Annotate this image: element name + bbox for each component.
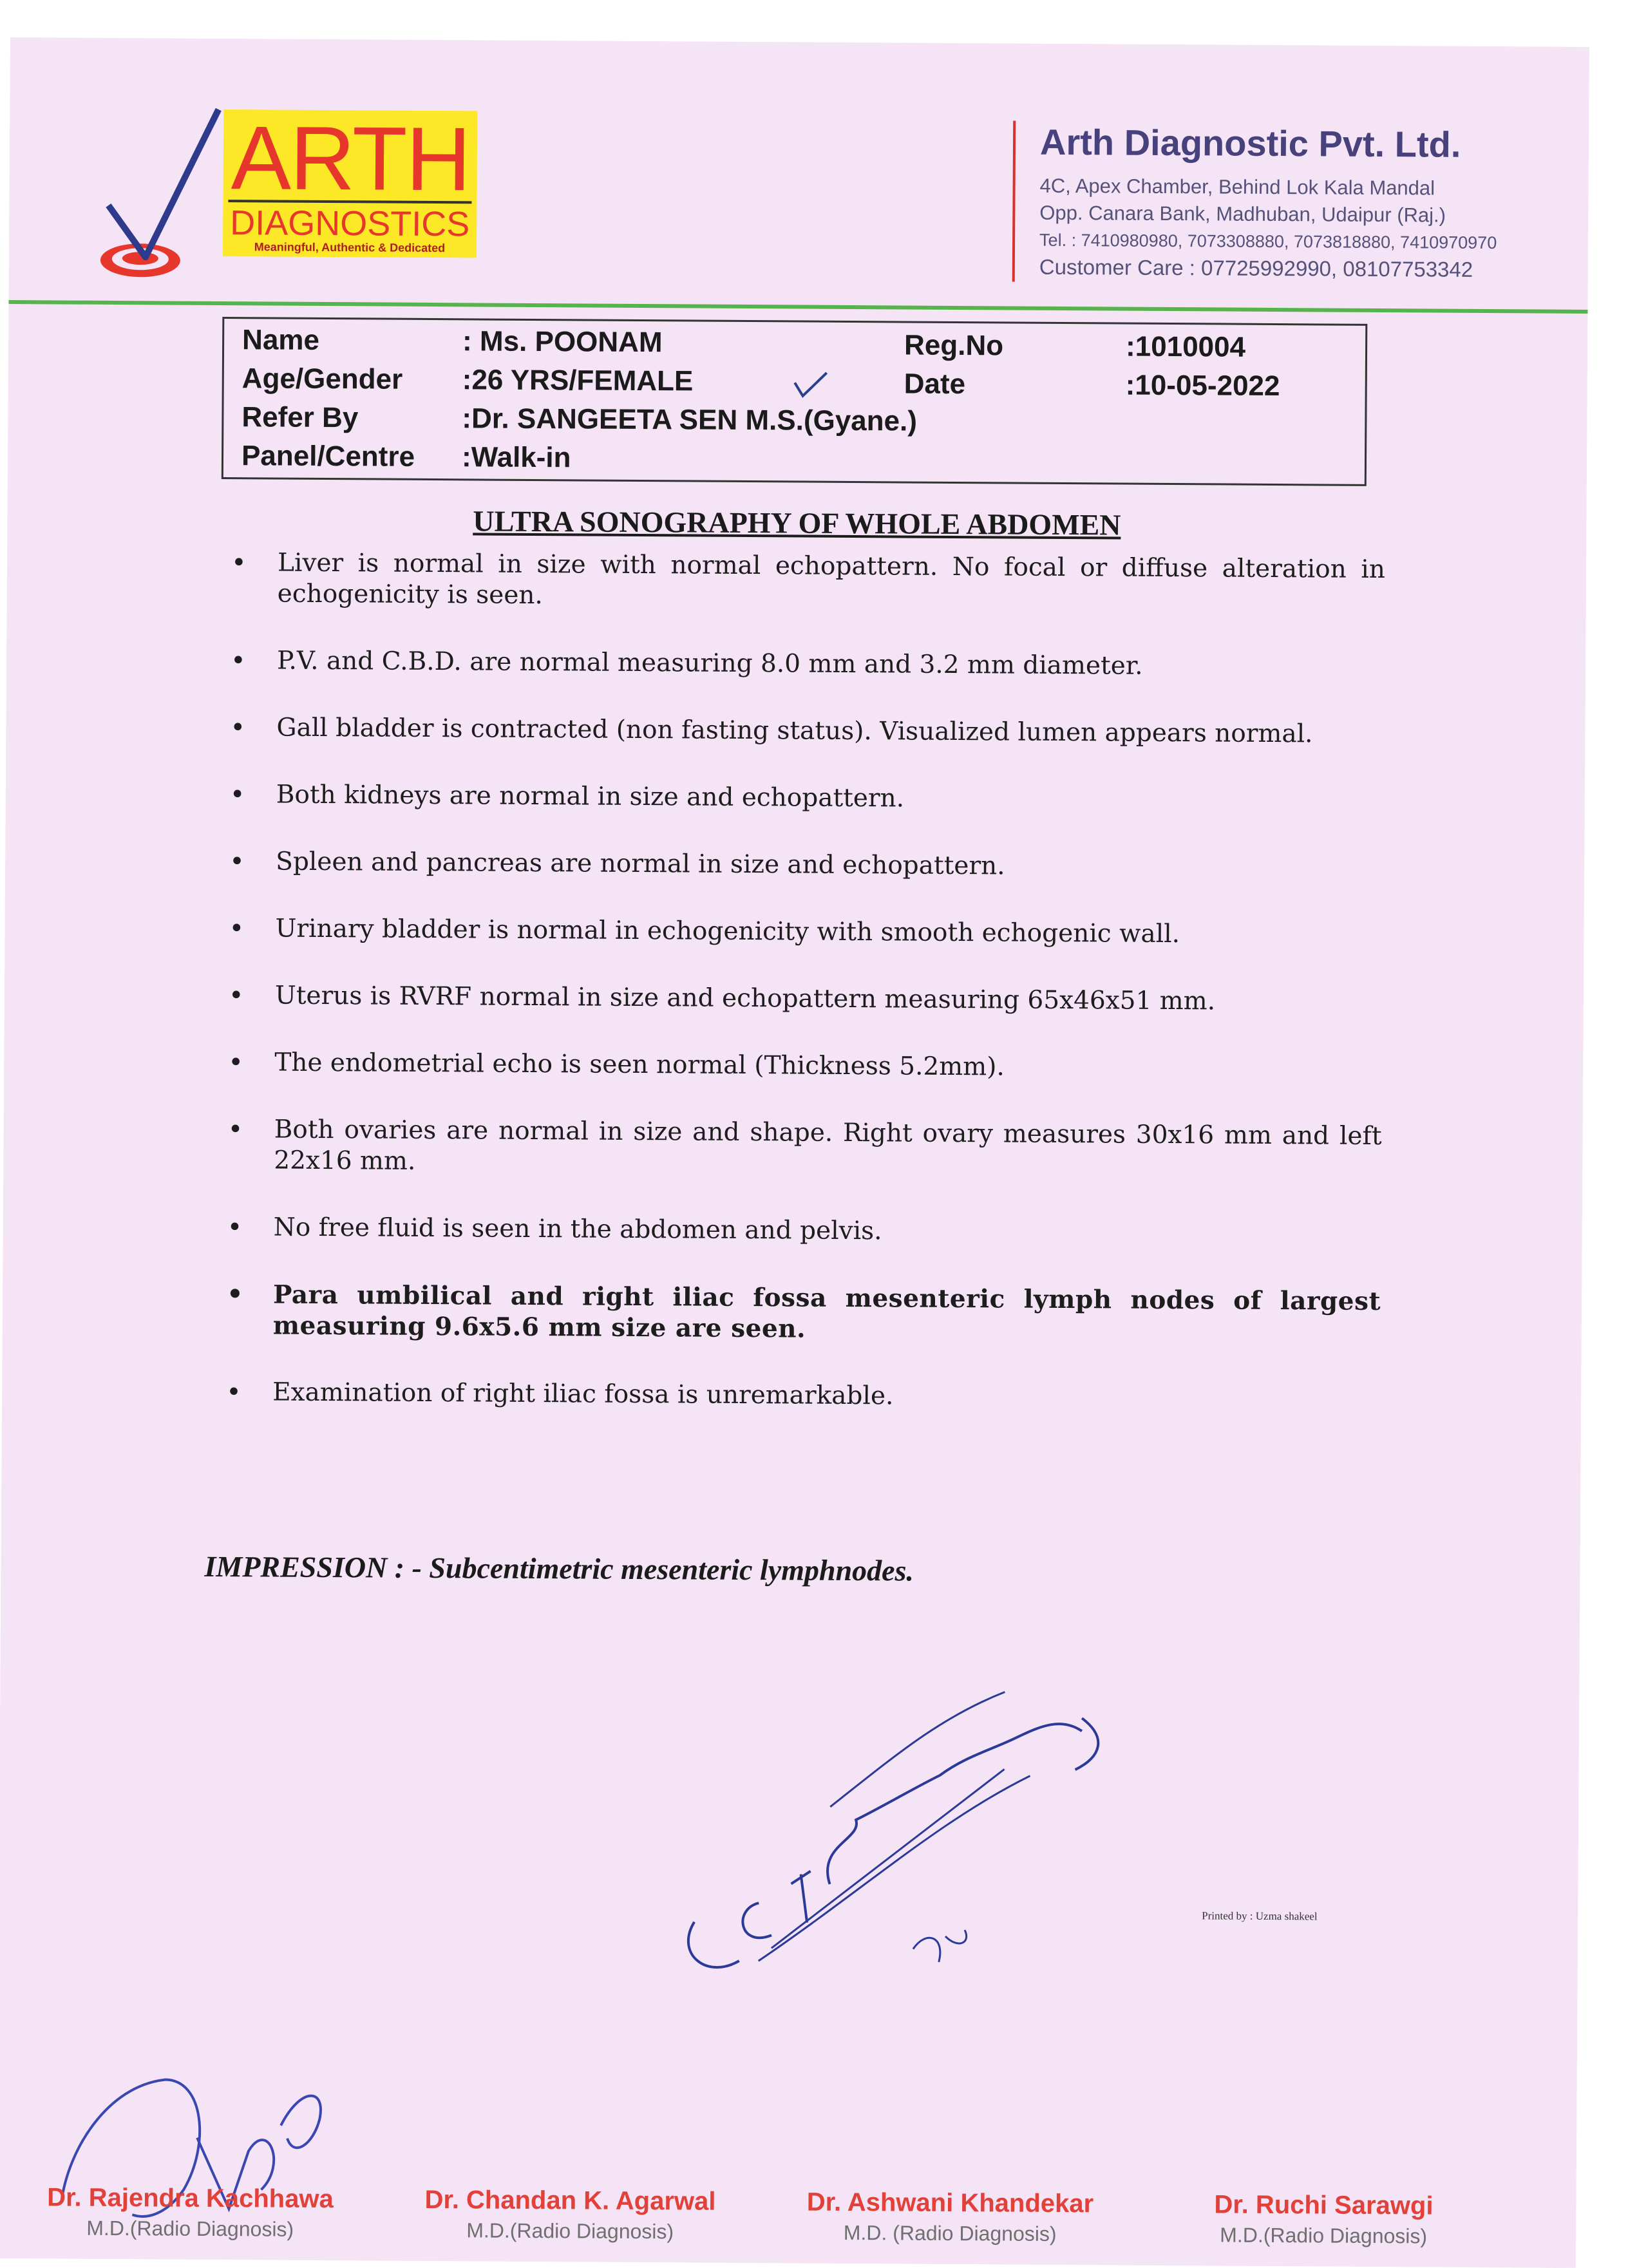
- name-label: Name: [241, 324, 320, 356]
- doctor-name: Dr. Ruchi Sarawgi: [1214, 2190, 1434, 2220]
- doctor-name: Dr. Rajendra Kachhawa: [47, 2183, 334, 2214]
- report-page: [0, 37, 1589, 2268]
- finding-item: • No free fluid is seen in the abdomen and pelvis.: [222, 1212, 1381, 1250]
- reg-number: :1010004: [1125, 330, 1246, 363]
- doctor-signatory: [23, 2183, 358, 2242]
- company-address: [1039, 173, 1497, 283]
- referring-doctor: :Dr. SANGEETA SEN M.S.(Gyane.): [462, 402, 918, 437]
- doctor-degree: M.D.(Radio Diagnosis): [1220, 2223, 1428, 2248]
- doctor-signatory: [402, 2186, 738, 2244]
- header-rule: [8, 300, 1587, 314]
- panel-centre: :Walk-in: [461, 441, 571, 474]
- patient-age-gender: :26 YRS/FEMALE: [462, 364, 694, 397]
- refer-label: Refer By: [241, 401, 359, 434]
- company-name: Arth Diagnostic Pvt. Ltd.: [1039, 121, 1461, 165]
- finding-item: • P.V. and C.B.D. are normal measuring 8.0 mm and 3.2 mm diameter.: [225, 645, 1385, 683]
- doctor-degree: M.D.(Radio Diagnosis): [466, 2218, 674, 2244]
- handwritten-signature: [668, 1677, 1108, 2001]
- doctor-name: Dr. Ashwani Khandekar: [806, 2188, 1094, 2218]
- finding-item: • Both kidneys are normal in size and echopattern.: [225, 779, 1384, 817]
- logo-tagline: Meaningful, Authentic & Dedicated: [254, 240, 446, 255]
- findings-list: [221, 547, 1385, 1451]
- impression: IMPRESSION : - Subcentimetric mesenteric lymphnodes.: [204, 1549, 914, 1587]
- doctor-degree: M.D. (Radio Diagnosis): [843, 2220, 1057, 2245]
- address-line: 4C, Apex Chamber, Behind Lok Kala Mandal: [1039, 174, 1435, 200]
- age-label: Age/Gender: [241, 363, 403, 395]
- logo-brand-text: ARTH: [231, 107, 470, 210]
- check-mark-icon: [788, 363, 833, 408]
- report-title: ULTRA SONOGRAPHY OF WHOLE ABDOMEN: [473, 504, 1121, 542]
- phone-line: Tel. : 7410980980, 7073308880, 7073818880, 7410970970: [1039, 230, 1497, 253]
- header-divider: [1012, 121, 1016, 282]
- logo-sub-text: DIAGNOSTICS: [228, 200, 471, 242]
- report-date: :10-05-2022: [1125, 369, 1280, 402]
- printed-by: Printed by : Uzma shakeel: [1202, 1909, 1318, 1923]
- reg-label: Reg.No: [904, 329, 1004, 362]
- doctor-signatory: [1156, 2190, 1491, 2249]
- finding-item: • Uterus is RVRF normal in size and echopattern measuring 65x46x51 mm.: [223, 980, 1383, 1018]
- patient-name: : Ms. POONAM: [462, 325, 663, 359]
- patient-details-box: [222, 317, 1368, 486]
- finding-item: • Gall bladder is contracted (non fasting status). Visualized lumen appears normal.: [225, 712, 1384, 750]
- finding-item: • Both ovaries are normal in size and shape. Right ovary measures 30x16 mm and left 22x16 mm.: [222, 1114, 1382, 1183]
- finding-item: • Liver is normal in size with normal echopattern. No focal or diffuse alteration in echogenicity is seen.: [226, 547, 1386, 616]
- doctor-degree: M.D.(Radio Diagnosis): [86, 2216, 294, 2241]
- doctor-signatory: [782, 2188, 1118, 2246]
- panel-label: Panel/Centre: [241, 440, 415, 473]
- target-check-logo-icon: [95, 102, 225, 283]
- finding-item-highlight: • Para umbilical and right iliac fossa mesenteric lymph nodes of largest measuring 9.6x5.6 mm size are seen.: [222, 1279, 1381, 1348]
- customer-care-line: Customer Care : 07725992990, 08107753342: [1039, 254, 1473, 281]
- date-label: Date: [904, 368, 966, 401]
- address-line: Opp. Canara Bank, Madhuban, Udaipur (Raj.): [1039, 201, 1446, 227]
- brand-logo: [223, 109, 477, 258]
- finding-item: • Urinary bladder is normal in echogenicity with smooth echogenic wall.: [223, 913, 1383, 951]
- finding-item: • Spleen and pancreas are normal in size and echopattern.: [224, 846, 1383, 884]
- finding-item: • Examination of right iliac fossa is unremarkable.: [221, 1377, 1380, 1415]
- finding-item: • The endometrial echo is seen normal (Thickness 5.2mm).: [223, 1047, 1382, 1085]
- doctor-name: Dr. Chandan K. Agarwal: [424, 2185, 716, 2216]
